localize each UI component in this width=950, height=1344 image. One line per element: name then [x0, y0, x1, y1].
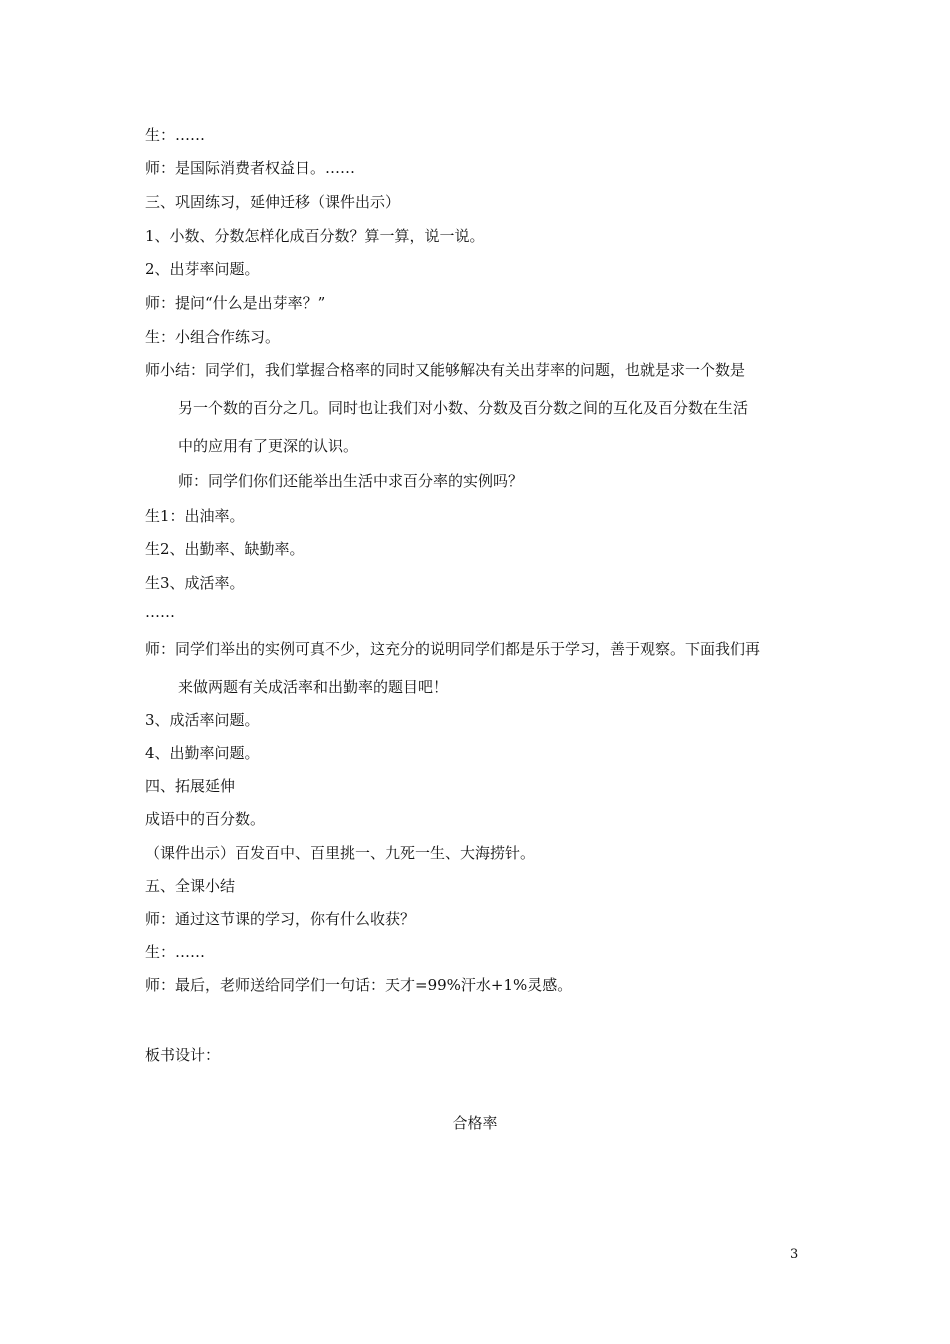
text-line: 来做两题有关成活率和出勤率的题目吧！: [178, 678, 449, 696]
board-title: 合格率: [452, 1114, 498, 1132]
board-design-label: 板书设计：: [145, 1046, 221, 1064]
page-number: 3: [790, 1247, 799, 1262]
text-line: 2、出芽率问题。: [145, 260, 260, 278]
text-line: ……: [145, 603, 175, 621]
text-line: 生：小组合作练习。: [145, 328, 281, 346]
text-line: 师小结：同学们，我们掌握合格率的同时又能够解决有关出芽率的问题，也就是求一个数是: [145, 361, 746, 379]
text-line: 生：……: [145, 943, 206, 961]
text-line: 中的应用有了更深的认识。: [178, 437, 359, 455]
text-line: 生1：出油率。: [145, 507, 245, 525]
text-line: 师：提问“什么是出芽率？”: [145, 294, 326, 312]
text-line: 师：同学们你们还能举出生活中求百分率的实例吗？: [178, 472, 524, 490]
text-line: （课件出示）百发百中、百里挑一、九死一生、大海捞针。: [145, 844, 536, 862]
text-line: 成语中的百分数。: [145, 810, 266, 828]
section-heading: 三、巩固练习，延伸迁移（课件出示）: [145, 193, 401, 211]
text-line: 师：是国际消费者权益日。……: [145, 159, 356, 177]
section-heading: 四、拓展延伸: [145, 777, 236, 795]
text-line: 3、成活率问题。: [145, 711, 260, 729]
section-heading: 五、全课小结: [145, 877, 236, 895]
text-line: 1、小数、分数怎样化成百分数？算一算，说一说。: [145, 227, 485, 245]
text-line: 生3、成活率。: [145, 574, 245, 592]
text-line: 师：同学们举出的实例可真不少，这充分的说明同学们都是乐于学习，善于观察。下面我们再: [145, 640, 761, 658]
text-line: 师：通过这节课的学习，你有什么收获？: [145, 910, 416, 928]
text-line: 生2、出勤率、缺勤率。: [145, 540, 305, 558]
text-line: 师：最后，老师送给同学们一句话：天才=99%汗水+1%灵感。: [145, 976, 573, 994]
text-line: 4、出勤率问题。: [145, 744, 260, 762]
text-line: 生：……: [145, 126, 206, 144]
text-line: 另一个数的百分之几。同时也让我们对小数、分数及百分数之间的互化及百分数在生活: [178, 399, 749, 417]
